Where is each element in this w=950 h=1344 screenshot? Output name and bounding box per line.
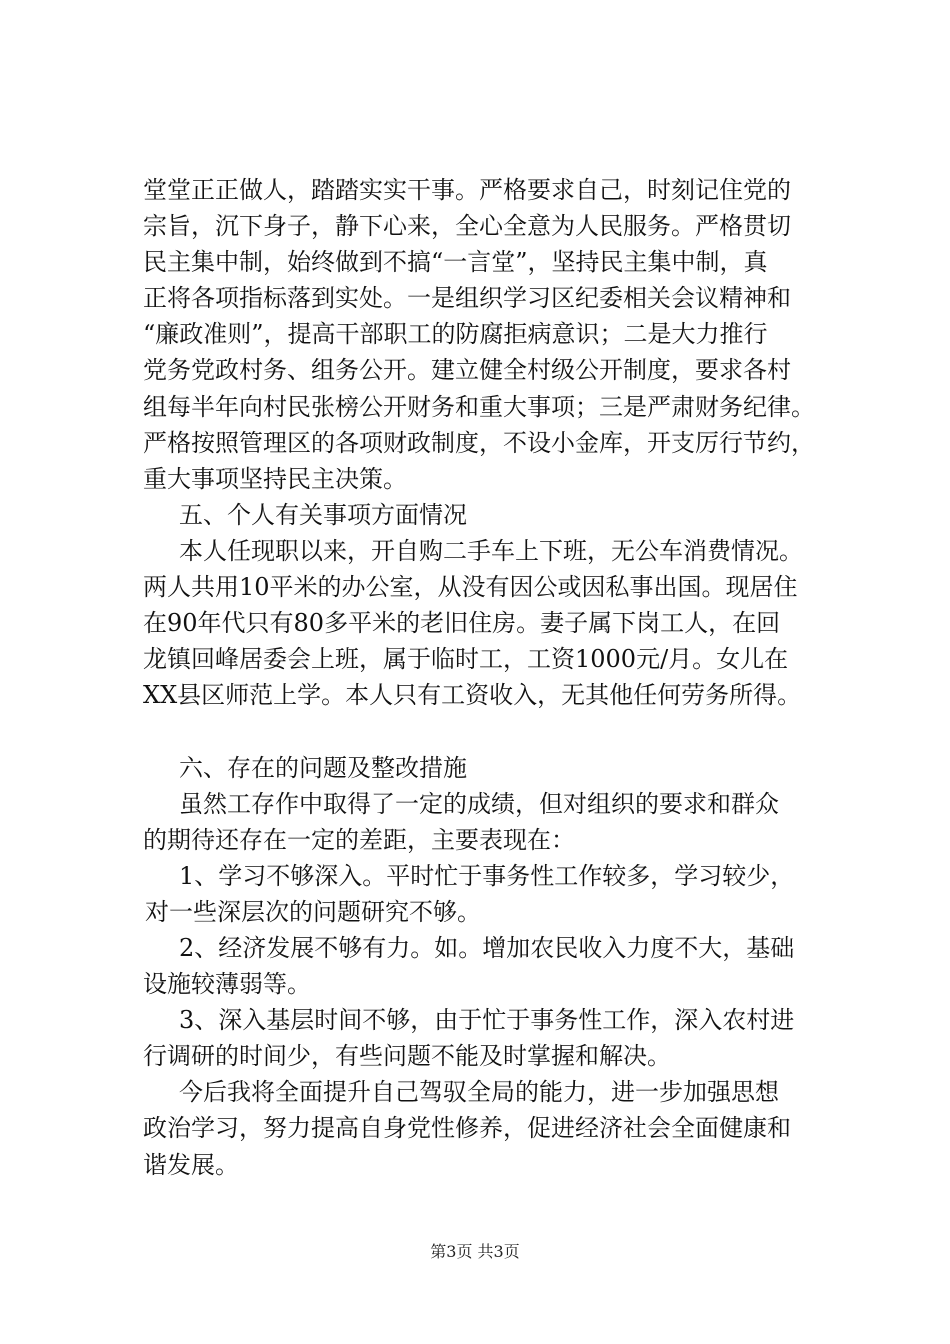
paragraph-line: 对一些深层次的问题研究不够。 — [145, 897, 481, 926]
paragraph-line: 今后我将全面提升自己驾驭全局的能力，进一步加强思想 — [179, 1078, 779, 1107]
list-item: 2、经济发展不够有力。如。增加农民收入力度不大，基础 — [179, 933, 795, 962]
paragraph-line: 谐发展。 — [143, 1150, 239, 1179]
blank-line — [143, 713, 843, 749]
paragraph-line: 严格按照管理区的各项财政制度，不设小金库，开支厉行节约， — [143, 428, 815, 457]
paragraph-line: 宗旨，沉下身子，静下心来，全心全意为人民服务。严格贯切 — [143, 212, 791, 241]
paragraph-line: 设施较薄弱等。 — [143, 970, 311, 999]
paragraph-line: 组每半年向村民张榜公开财务和重大事项；三是严肃财务纪律。 — [143, 392, 815, 421]
paragraph-line: 虽然工存作中取得了一定的成绩，但对组织的要求和群众 — [179, 789, 779, 818]
paragraph-line: 行调研的时间少，有些问题不能及时掌握和解决。 — [143, 1042, 671, 1071]
page-number-label: 第3页 共3页 — [430, 1242, 520, 1261]
document-body — [143, 172, 843, 1183]
paragraph-line: 重大事项坚持民主决策。 — [143, 464, 407, 493]
paragraph-line: 在90年代只有80多平米的老旧住房。妻子属下岗工人，在回 — [143, 609, 781, 638]
paragraph-line: 党务党政村务、组务公开。建立健全村级公开制度，要求各村 — [143, 356, 791, 385]
section-heading: 五、个人有关事项方面情况 — [179, 500, 467, 529]
list-item: 3、深入基层时间不够，由于忙于事务性工作，深入农村进 — [179, 1006, 795, 1035]
paragraph-line: 的期待还存在一定的差距，主要表现在： — [143, 825, 575, 854]
list-item: 1、学习不够深入。平时忙于事务性工作较多，学习较少， — [179, 861, 795, 890]
section-heading: 六、存在的问题及整改措施 — [179, 753, 467, 782]
paragraph-line: 两人共用10平米的办公室，从没有因公或因私事出国。现居住 — [143, 573, 798, 602]
page-footer — [0, 1242, 950, 1262]
paragraph-line: 政治学习，努力提高自身党性修养，促进经济社会全面健康和 — [143, 1114, 791, 1143]
paragraph-line: 堂堂正正做人，踏踏实实干事。严格要求自己，时刻记住党的 — [143, 176, 791, 204]
paragraph-line: “廉政准则”，提高干部职工的防腐拒病意识；二是大力推行 — [143, 320, 768, 349]
paragraph-line: 本人任现职以来，开自购二手车上下班，无公车消费情况。 — [179, 536, 803, 565]
paragraph-line: 民主集中制，始终做到不搞“一言堂”，坚持民主集中制，真 — [143, 248, 768, 277]
paragraph-line: 正将各项指标落到实处。一是组织学习区纪委相关会议精神和 — [143, 284, 791, 313]
paragraph-line: XX县区师范上学。本人只有工资收入，无其他任何劳务所得。 — [143, 681, 802, 710]
paragraph-line: 龙镇回峰居委会上班，属于临时工，工资1000元/月。女儿在 — [143, 645, 789, 674]
